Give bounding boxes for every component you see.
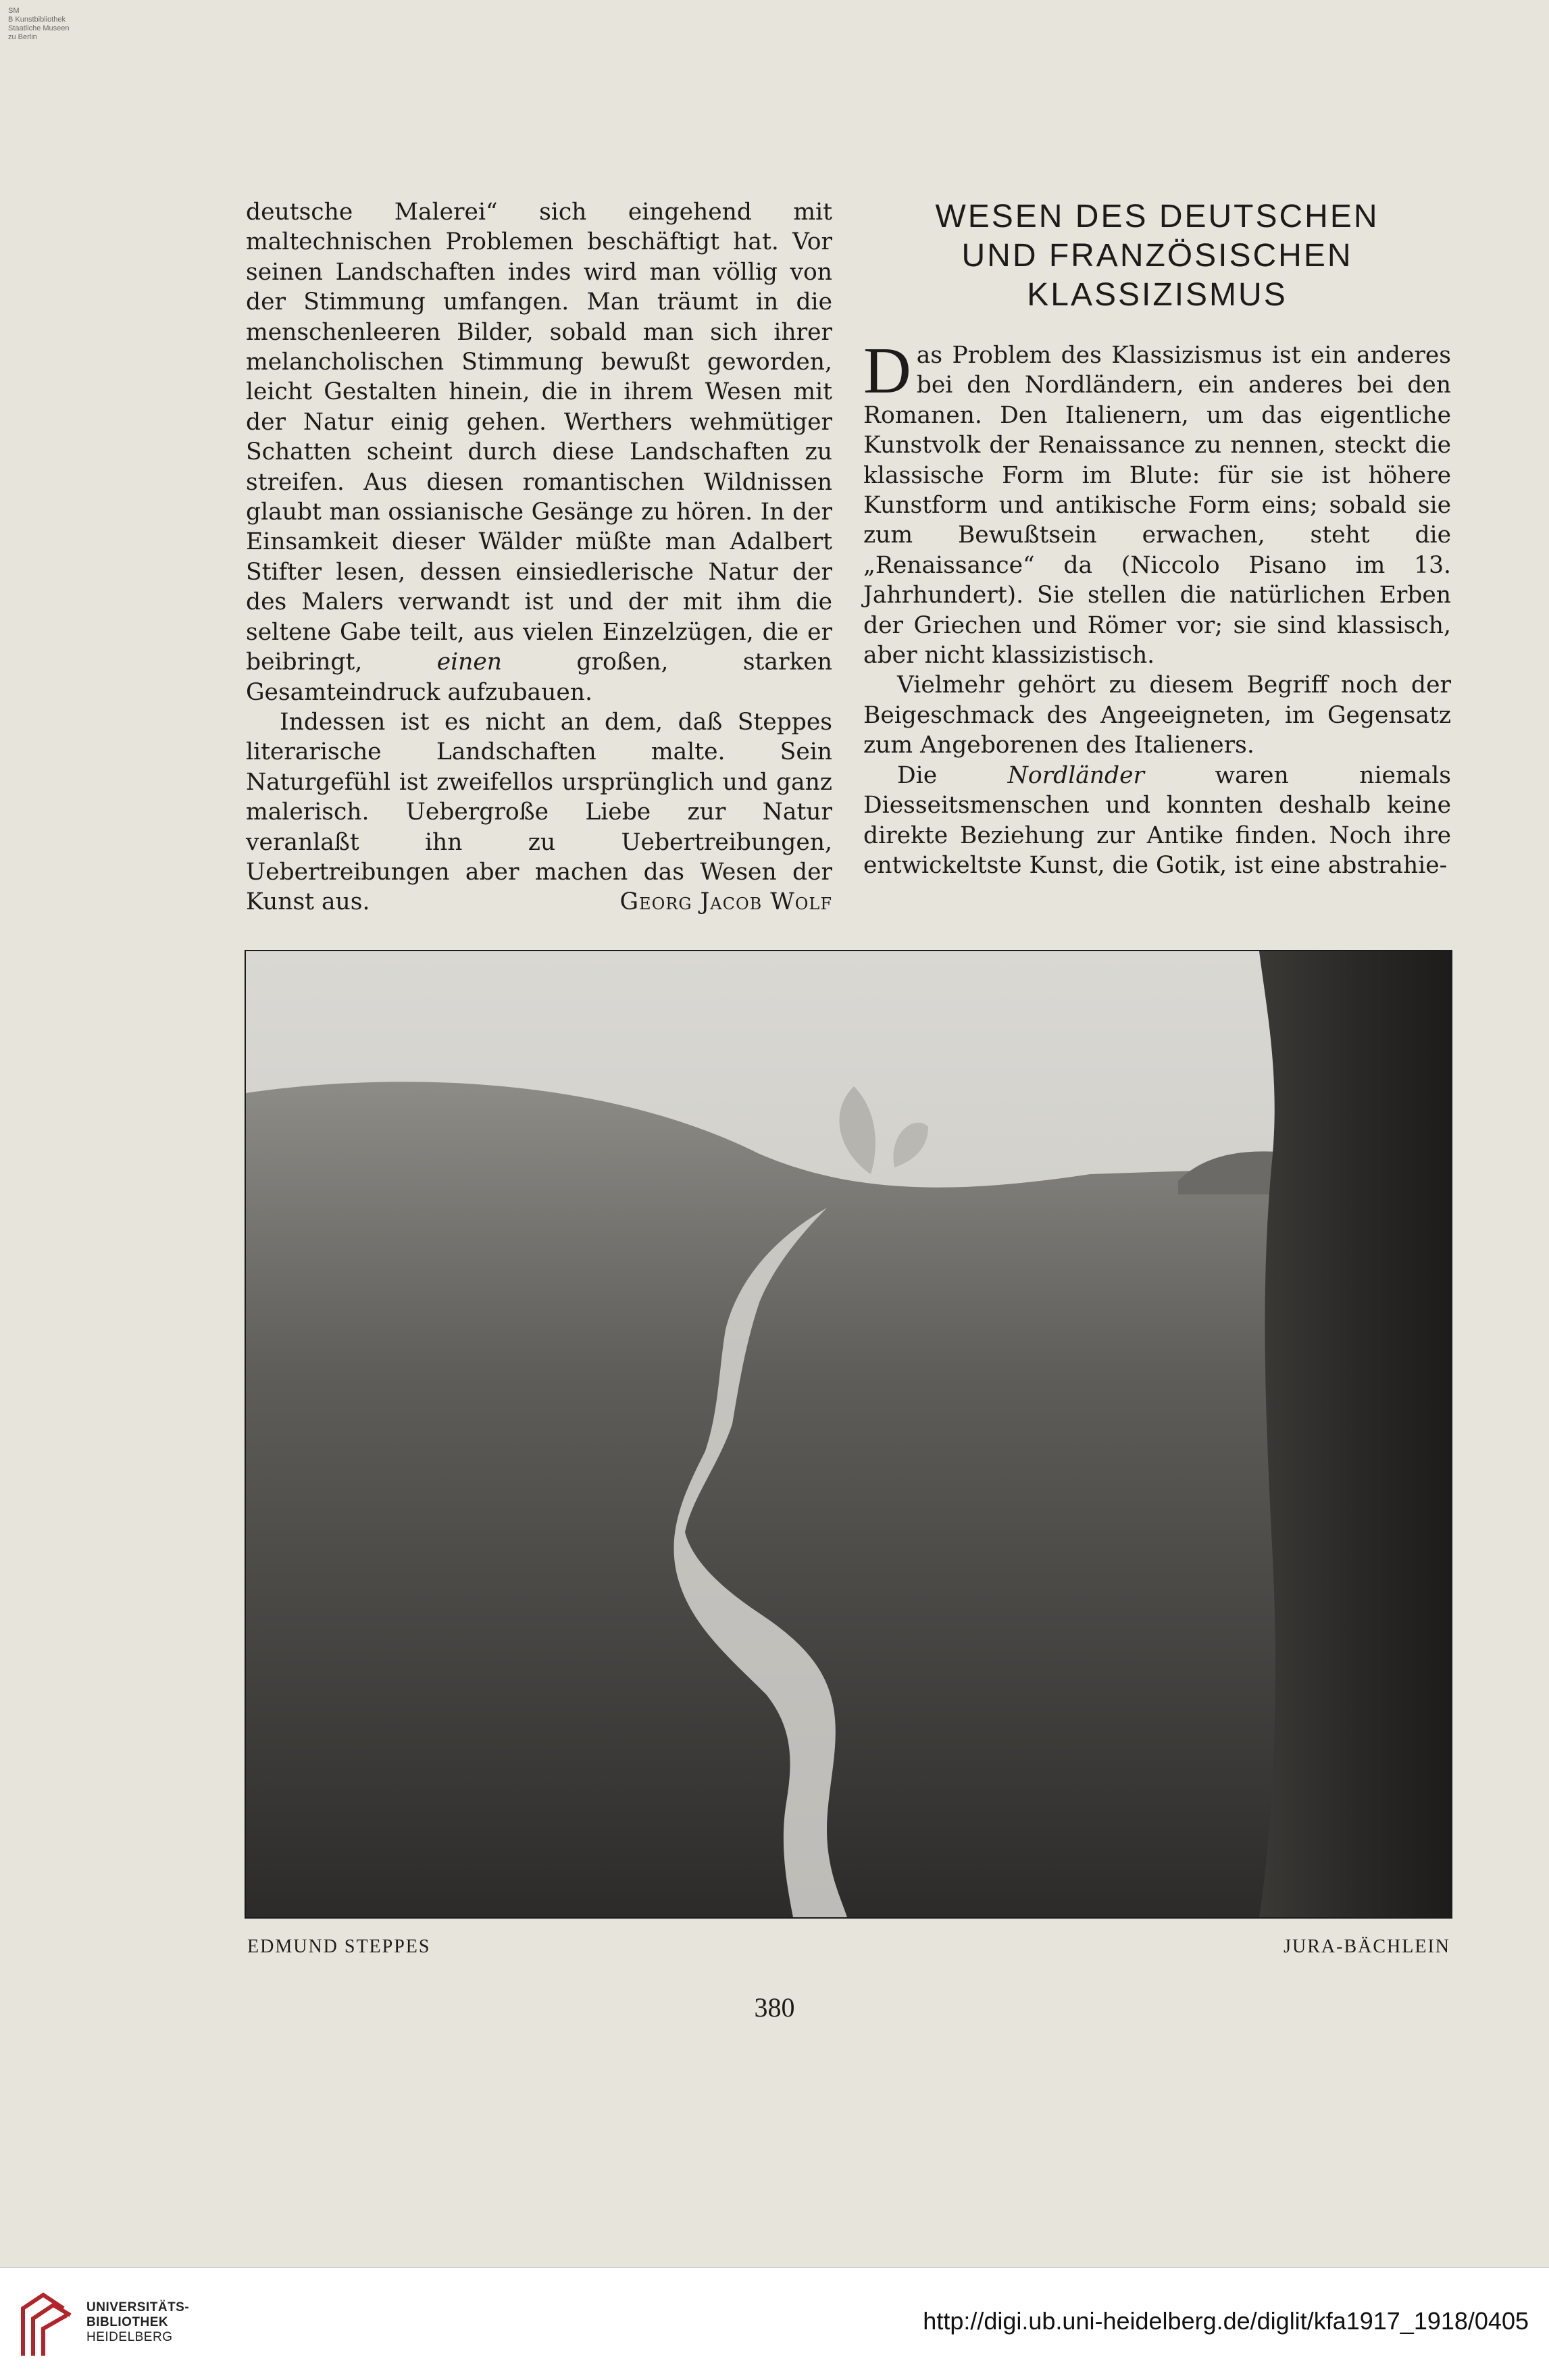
- article-heading: [863, 197, 1451, 315]
- paragraph-text: Vielmehr gehört zu diesem Begriff noch der Beigeschmack des Angeeigneten, im Gegensatz zum Angeborenen des Italieners.: [863, 672, 1451, 759]
- paragraph: [246, 707, 832, 917]
- painting-plate: [245, 950, 1452, 1919]
- stamp-line: B Kunstbibliothek: [8, 16, 66, 24]
- article-author: Georg Jacob Wolf: [619, 888, 832, 916]
- paragraph-text: deutsche Malerei“ sich eingehend mit maltechnischen Problemen beschäftigt hat. Vor seinen Landschaften indes wird man völlig von der Stimmung umfangen. Man träumt in die menschenleeren Bilder, sobald man sich ihrer melancholischen Stimmung bewußt geworden, leicht Gestalten hinein, die in ihrem Wesen mit der Natur einig gehen. Werthers wehmütiger Schatten scheint durch diese Landschaften zu streifen. Aus diesen romantischen Wildnissen glaubt man ossianische Gesänge zu hören. In der Einsamkeit dieser Wälder müßte man Adalbert Stifter lesen, dessen einsiedlerische Natur der des Malers verwandt ist und der mit ihm die seltene Gabe teilt, aus vielen Einzelzügen, die er beibringt,: [246, 199, 832, 676]
- emphasis-text: einen: [436, 649, 503, 676]
- stamp-line: SM: [8, 7, 20, 15]
- source-url-link[interactable]: http://digi.ub.uni-heidelberg.de/diglit/kfa1917_1918/0405: [923, 2307, 1529, 2335]
- stamp-line: zu Berlin: [8, 33, 37, 41]
- right-text-column: [863, 197, 1451, 880]
- heading-line: KLASSIZISMUS: [1027, 277, 1288, 313]
- plate-caption-title: JURA-BÄCHLEIN: [1284, 1936, 1450, 1957]
- paragraph: [246, 197, 832, 707]
- drop-cap: D: [863, 334, 911, 407]
- paragraph: [863, 761, 1451, 881]
- heading-line: WESEN DES DEUTSCHEN: [935, 199, 1379, 234]
- paragraph-text: Die: [897, 761, 938, 789]
- landscape-painting: [246, 951, 1451, 1917]
- library-name-line: HEIDELBERG: [86, 2330, 173, 2344]
- heading-line: UND FRANZÖSISCHEN: [961, 238, 1353, 274]
- paragraph: [863, 334, 1451, 670]
- library-name-line: UNIVERSITÄTS-: [86, 2300, 190, 2314]
- library-name: [86, 2300, 189, 2345]
- page-number: 380: [754, 1992, 795, 2023]
- digitization-footer: [0, 2267, 1549, 2380]
- library-stamp: [8, 7, 150, 42]
- paragraph-text: as Problem des Klassizismus ist ein anderes bei den Nordländern, ein anderes bei den Romanen. Den Italienern, um das eigentliche Kunstvolk der Renaissance zu nennen, steckt die klassische Form im Blute: für sie ist höhere Kunstform und antikische Form eins; sobald sie zum Bewußtsein erwachen, steht die „Renaissance“ da (Niccolo Pisano im 13. Jahrhundert). Sie stellen die natürlichen Erben der Griechen und Römer vor; sie sind klassisch, aber nicht klassizistisch.: [863, 342, 1451, 669]
- paragraph: [863, 670, 1451, 760]
- library-name-line: BIBLIOTHEK: [86, 2315, 169, 2329]
- left-text-column: [246, 197, 832, 917]
- university-library-logo-icon: [16, 2288, 77, 2362]
- paragraph-text: waren niemals Diesseitsmenschen und konnten deshalb keine direkte Beziehung zur Antike finden. Noch ihre entwickeltste Kunst, die Gotik, ist eine abstrahie-: [863, 761, 1451, 879]
- paragraph-text: großen, starken Gesamteindruck aufzubauen.: [246, 649, 833, 706]
- stamp-line: Staatliche Museen: [8, 24, 70, 32]
- emphasis-text: Nordländer: [1007, 761, 1145, 789]
- paragraph-text: Indessen ist es nicht an dem, daß Steppes literarische Landschaften malte. Sein Naturgefühl ist zweifellos ursprünglich und ganz malerisch. Uebergroße Liebe zur Natur veranlaßt ihn zu Uebertreibungen, Uebertreibungen aber machen das Wesen der Kunst aus.: [246, 708, 832, 916]
- plate-caption-artist: EDMUND STEPPES: [247, 1936, 431, 1957]
